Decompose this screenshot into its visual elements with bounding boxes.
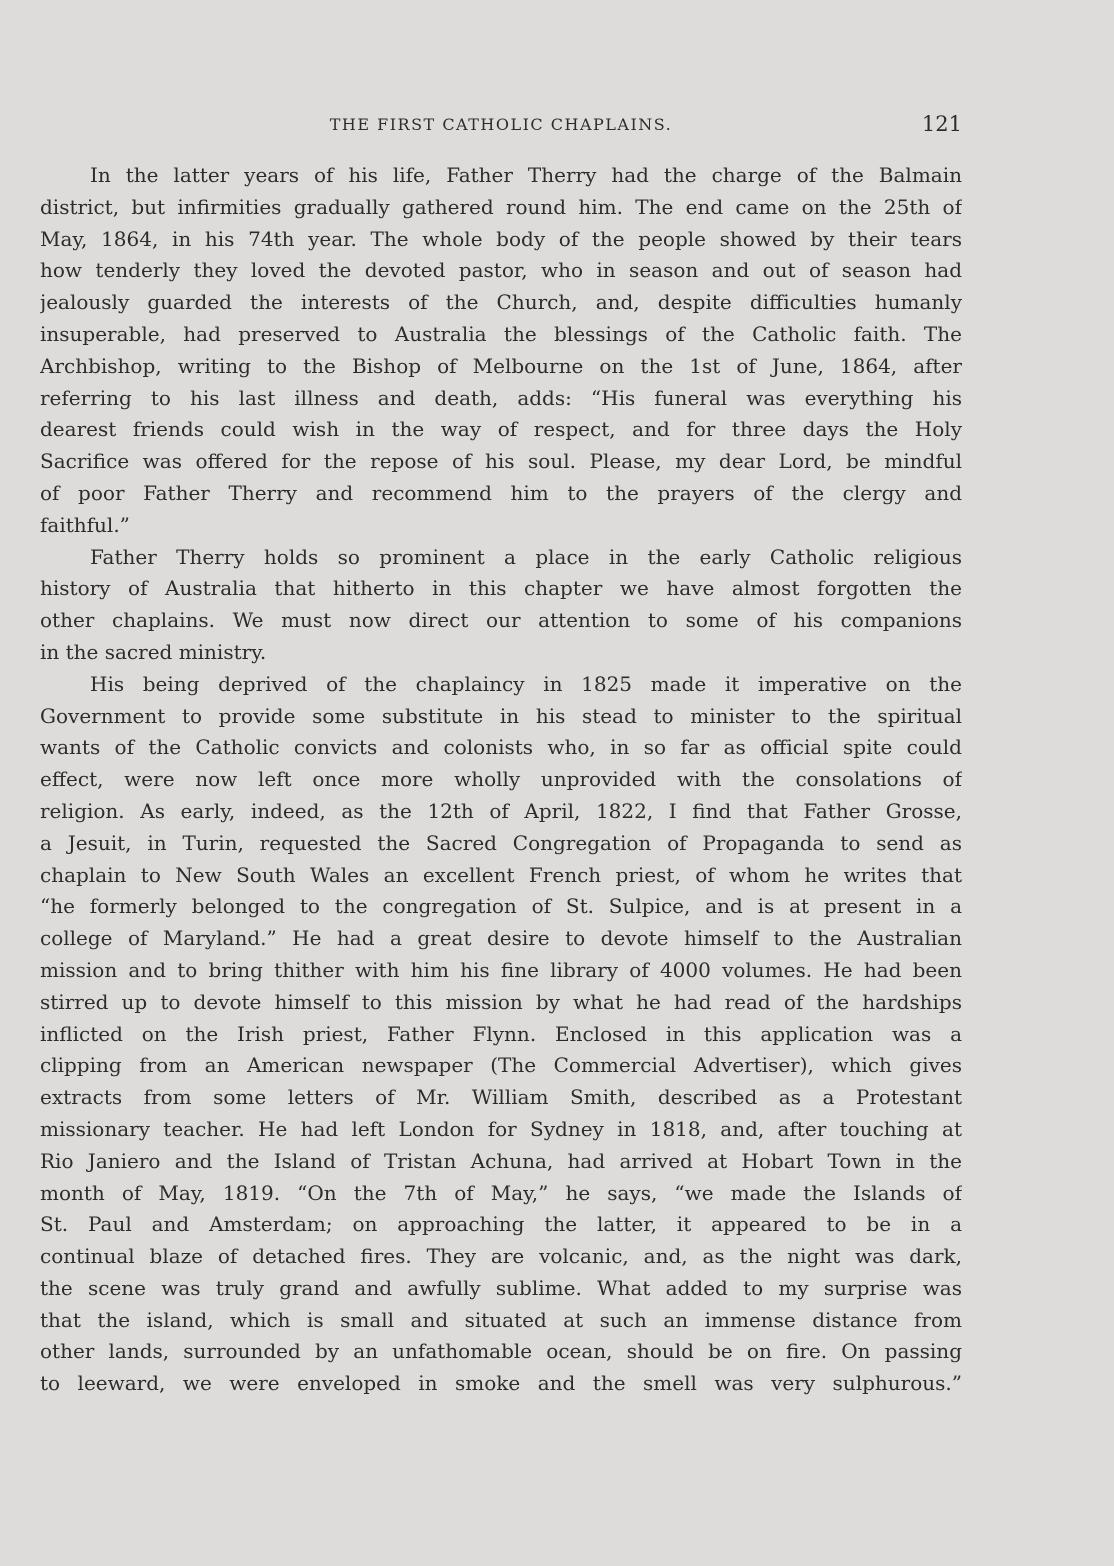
text-line: St. Paul and Amsterdam; on approaching the latter, it appeared to be in a [40, 1212, 962, 1237]
paragraph-2 [40, 542, 962, 669]
text-line: of poor Father Therry and recommend him to the prayers of the clergy and [40, 480, 962, 505]
text-line: Government to provide some substitute in his stead to minister to the spiritual [40, 703, 962, 728]
text-line: effect, were now left once more wholly unprovided with the consolations of [40, 767, 962, 792]
text-line: In the latter years of his life, Father Therry had the charge of the Balmain [90, 163, 962, 187]
text-line: May, 1864, in his 74th year. The whole body of the people showed by their tears [40, 226, 962, 251]
text-line: stirred up to devote himself to this mission by what he had read of the hardships [40, 989, 962, 1014]
text-line: other lands, surrounded by an unfathomable ocean, should be on fire. On passing [40, 1339, 962, 1364]
text-line: wants of the Catholic convicts and colonists who, in so far as official spite could [40, 735, 962, 760]
text-line: His being deprived of the chaplaincy in 1825 made it imperative on the [90, 671, 962, 696]
body-text [40, 160, 962, 1400]
text-line: religion. As early, indeed, as the 12th of April, 1822, I find that Father Grosse, [40, 798, 962, 823]
text-line: chaplain to New South Wales an excellent French priest, of whom he writes that [40, 862, 962, 887]
text-line: mission and to bring thither with him his fine library of 4000 volumes. He had been [40, 957, 962, 982]
text-line: extracts from some letters of Mr. William Smith, described as a Protestant [40, 1085, 962, 1110]
text-line: a Jesuit, in Turin, requested the Sacred Congregation of Propaganda to send as [40, 830, 962, 855]
text-line: insuperable, had preserved to Australia the blessings of the Catholic faith. The [40, 321, 962, 346]
paragraph-3 [40, 669, 962, 1400]
text-line: to leeward, we were enveloped in smoke and the smell was very sulphurous.” [40, 1371, 962, 1396]
text-line: in the sacred ministry. [40, 639, 267, 664]
text-line: clipping from an American newspaper (The Commercial Advertiser), which gives [40, 1053, 962, 1078]
text-line: college of Maryland.” He had a great desire to devote himself to the Australian [40, 926, 962, 951]
text-line: month of May, 1819. “On the 7th of May,” he says, “we made the Islands of [40, 1180, 962, 1205]
text-line: Sacrifice was offered for the repose of his soul. Please, my dear Lord, be mindful [40, 449, 962, 474]
text-line: how tenderly they loved the devoted pastor, who in season and out of season had [40, 258, 962, 283]
text-line: faithful.” [40, 512, 130, 537]
text-line: inflicted on the Irish priest, Father Flynn. Enclosed in this application was a [40, 1021, 962, 1046]
chapter-title: THE FIRST CATHOLIC CHAPLAINS. [329, 115, 673, 134]
text-line: Archbishop, writing to the Bishop of Melbourne on the 1st of June, 1864, after [40, 353, 962, 378]
text-line: district, but infirmities gradually gathered round him. The end came on the 25th of [40, 194, 962, 219]
text-line: dearest friends could wish in the way of respect, and for three days the Holy [40, 417, 962, 442]
text-line: missionary teacher. He had left London for Sydney in 1818, and, after touching at [40, 1116, 962, 1141]
text-line: that the island, which is small and situated at such an immense distance from [40, 1307, 962, 1332]
text-line: continual blaze of detached fires. They are volcanic, and, as the night was dark, [40, 1244, 962, 1269]
running-header [40, 112, 962, 142]
text-line: other chaplains. We must now direct our attention to some of his companions [40, 608, 962, 633]
paragraph-1 [40, 160, 962, 542]
text-line: history of Australia that hitherto in this chapter we have almost forgotten the [40, 576, 962, 601]
text-line: Father Therry holds so prominent a place in the early Catholic religious [90, 544, 962, 569]
page-number: 121 [921, 112, 962, 136]
text-line: jealously guarded the interests of the Church, and, despite difficulties humanly [40, 290, 962, 315]
text-line: “he formerly belonged to the congregation of St. Sulpice, and is at present in a [40, 894, 962, 919]
text-line: the scene was truly grand and awfully sublime. What added to my surprise was [40, 1275, 962, 1300]
text-line: Rio Janiero and the Island of Tristan Achuna, had arrived at Hobart Town in the [40, 1148, 962, 1173]
text-line: referring to his last illness and death, adds: “His funeral was everything his [40, 385, 962, 410]
